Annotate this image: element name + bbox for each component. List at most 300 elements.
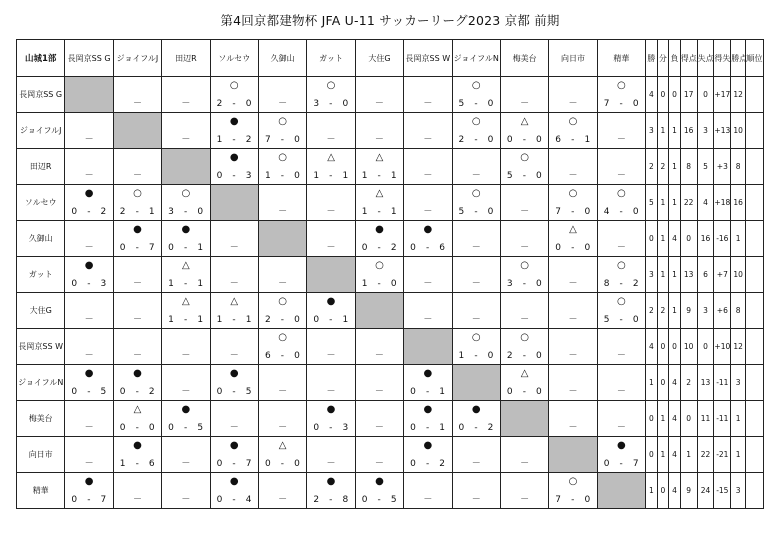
match-result-cell xyxy=(355,221,403,257)
unplayed-dash: － xyxy=(278,423,288,433)
stat-wins: 1 xyxy=(646,365,658,401)
stat-draws: 1 xyxy=(657,113,669,149)
match-score: 0 - 2 xyxy=(458,423,494,433)
unplayed-dash: － xyxy=(374,351,384,361)
loss-mark: ● xyxy=(133,440,142,451)
match-cell-unplayed xyxy=(258,185,306,221)
match-score: 0 - 2 xyxy=(71,207,107,217)
match-cell-unplayed xyxy=(549,401,597,437)
stat-points: 3 xyxy=(731,473,746,509)
stat-goals-for: 9 xyxy=(680,293,697,329)
unplayed-dash: － xyxy=(181,99,191,109)
stat-goals-against: 22 xyxy=(697,437,714,473)
unplayed-dash: － xyxy=(423,315,433,325)
draw-mark: △ xyxy=(569,224,577,235)
unplayed-dash: － xyxy=(84,171,94,181)
draw-mark: △ xyxy=(230,296,239,307)
win-mark: ○ xyxy=(568,116,578,127)
self-match-cell xyxy=(500,401,548,437)
self-match-cell xyxy=(307,257,355,293)
unplayed-dash: － xyxy=(471,315,481,325)
unplayed-dash: － xyxy=(374,387,384,397)
stat-goals-against: 3 xyxy=(697,113,714,149)
match-result-cell xyxy=(404,401,452,437)
match-cell-unplayed xyxy=(307,437,355,473)
match-result-cell xyxy=(307,401,355,437)
match-score: 2 - 0 xyxy=(506,351,543,361)
stat-points: 1 xyxy=(731,437,746,473)
match-result-cell xyxy=(258,113,306,149)
stat-goals-against: 0 xyxy=(697,77,714,113)
self-match-cell xyxy=(355,293,403,329)
stat-draws: 2 xyxy=(657,293,669,329)
stat-draws: 0 xyxy=(657,77,669,113)
unplayed-dash: － xyxy=(616,423,626,433)
match-cell-unplayed xyxy=(597,329,645,365)
win-mark: ○ xyxy=(471,116,481,127)
stat-goal-difference: +3 xyxy=(714,149,731,185)
match-cell-unplayed xyxy=(307,329,355,365)
match-cell-unplayed xyxy=(258,401,306,437)
loss-mark: ● xyxy=(229,152,239,163)
match-score: 2 - 1 xyxy=(119,207,156,217)
match-score: 0 - 2 xyxy=(119,387,156,397)
loss-mark: ● xyxy=(423,368,433,379)
match-result-cell xyxy=(162,401,210,437)
match-cell-unplayed xyxy=(404,113,452,149)
match-result-cell xyxy=(549,473,597,509)
draw-mark: △ xyxy=(520,116,529,127)
stat-losses: 1 xyxy=(669,185,681,221)
unplayed-dash: － xyxy=(229,423,239,433)
match-score: 2 - 0 xyxy=(264,315,301,325)
match-score: 1 - 1 xyxy=(361,207,398,217)
match-cell-unplayed xyxy=(65,113,113,149)
win-mark: ○ xyxy=(471,332,481,343)
unplayed-dash: － xyxy=(278,99,288,109)
stat-rank xyxy=(745,149,763,185)
row-team-name: 精華 xyxy=(17,473,65,509)
unplayed-dash: － xyxy=(471,279,481,289)
stat-losses: 1 xyxy=(669,293,681,329)
unplayed-dash: － xyxy=(84,315,94,325)
stat-draws: 1 xyxy=(657,401,669,437)
match-cell-unplayed xyxy=(162,365,210,401)
league-division-label: 山城1部 xyxy=(17,40,65,77)
match-cell-unplayed xyxy=(355,365,403,401)
stat-points: 12 xyxy=(731,329,746,365)
unplayed-dash: － xyxy=(374,459,384,469)
stat-points: 16 xyxy=(731,185,746,221)
unplayed-dash: － xyxy=(520,459,530,469)
stat-rank xyxy=(745,221,763,257)
team-row xyxy=(17,77,764,113)
match-score: 0 - 0 xyxy=(506,135,543,145)
match-cell-unplayed xyxy=(65,149,113,185)
stat-draws: 1 xyxy=(657,257,669,293)
stat-rank xyxy=(745,401,763,437)
match-result-cell xyxy=(65,185,113,221)
win-mark: ○ xyxy=(520,332,529,343)
row-team-name: 長岡京SS W xyxy=(17,329,65,365)
unplayed-dash: － xyxy=(132,351,142,361)
stat-draws: 1 xyxy=(657,437,669,473)
match-result-cell xyxy=(210,77,258,113)
stat-goal-difference: +10 xyxy=(714,329,731,365)
win-mark: ○ xyxy=(471,80,481,91)
match-cell-unplayed xyxy=(113,77,161,113)
match-cell-unplayed xyxy=(162,77,210,113)
match-score: 0 - 5 xyxy=(168,423,204,433)
unplayed-dash: － xyxy=(568,315,578,325)
row-team-name: 久御山 xyxy=(17,221,65,257)
match-score: 0 - 1 xyxy=(410,387,446,397)
stat-header-draws: 分 xyxy=(657,40,669,77)
match-cell-unplayed xyxy=(65,437,113,473)
stat-losses: 1 xyxy=(669,149,681,185)
match-result-cell xyxy=(210,365,258,401)
match-score: 0 - 3 xyxy=(216,171,252,181)
match-score: 3 - 0 xyxy=(506,279,543,289)
unplayed-dash: － xyxy=(568,351,578,361)
stat-rank xyxy=(745,185,763,221)
match-result-cell xyxy=(452,329,500,365)
unplayed-dash: － xyxy=(471,171,481,181)
win-mark: ○ xyxy=(568,476,578,487)
match-cell-unplayed xyxy=(210,329,258,365)
stat-goals-against: 3 xyxy=(697,293,714,329)
unplayed-dash: － xyxy=(181,351,191,361)
self-match-cell xyxy=(549,437,597,473)
row-team-name: 大住G xyxy=(17,293,65,329)
win-mark: ○ xyxy=(278,116,288,127)
stat-header-goal-difference: 得失 xyxy=(714,40,731,77)
stat-losses: 4 xyxy=(669,473,681,509)
match-score: 0 - 7 xyxy=(216,459,252,469)
match-result-cell xyxy=(113,221,161,257)
self-match-cell xyxy=(404,329,452,365)
match-score: 7 - 0 xyxy=(264,135,301,145)
unplayed-dash: － xyxy=(616,135,626,145)
match-score: 0 - 1 xyxy=(410,423,446,433)
stat-goal-difference: -11 xyxy=(714,365,731,401)
match-cell-unplayed xyxy=(549,77,597,113)
match-result-cell xyxy=(113,437,161,473)
unplayed-dash: － xyxy=(520,99,530,109)
unplayed-dash: － xyxy=(229,279,239,289)
stat-wins: 0 xyxy=(646,401,658,437)
match-cell-unplayed xyxy=(549,257,597,293)
unplayed-dash: － xyxy=(423,171,433,181)
draw-mark: △ xyxy=(327,152,335,163)
match-result-cell xyxy=(500,329,548,365)
unplayed-dash: － xyxy=(229,351,239,361)
match-cell-unplayed xyxy=(162,473,210,509)
draw-mark: △ xyxy=(182,296,190,307)
stat-goals-against: 24 xyxy=(697,473,714,509)
win-mark: ○ xyxy=(181,188,191,199)
win-mark: ○ xyxy=(520,260,529,271)
unplayed-dash: － xyxy=(374,135,384,145)
unplayed-dash: － xyxy=(423,135,433,145)
stat-rank xyxy=(745,293,763,329)
match-cell-unplayed xyxy=(162,329,210,365)
stat-header-rank: 順位 xyxy=(745,40,763,77)
stat-draws: 0 xyxy=(657,365,669,401)
stat-wins: 2 xyxy=(646,149,658,185)
match-cell-unplayed xyxy=(549,329,597,365)
unplayed-dash: － xyxy=(423,279,433,289)
stat-draws: 0 xyxy=(657,329,669,365)
win-mark: ○ xyxy=(520,152,529,163)
win-mark: ○ xyxy=(471,188,481,199)
stat-points: 8 xyxy=(731,293,746,329)
win-mark: ○ xyxy=(278,152,288,163)
stat-points: 12 xyxy=(731,77,746,113)
match-score: 5 - 0 xyxy=(506,171,543,181)
row-team-name: ガット xyxy=(17,257,65,293)
match-cell-unplayed xyxy=(597,401,645,437)
match-score: 0 - 7 xyxy=(71,495,107,505)
stat-goals-for: 13 xyxy=(680,257,697,293)
column-team-header: 精華 xyxy=(597,40,645,77)
match-result-cell xyxy=(452,113,500,149)
match-cell-unplayed xyxy=(597,221,645,257)
stat-losses: 0 xyxy=(669,329,681,365)
match-result-cell xyxy=(65,473,113,509)
match-score: 0 - 0 xyxy=(506,387,543,397)
loss-mark: ● xyxy=(423,404,433,415)
match-result-cell xyxy=(597,257,645,293)
loss-mark: ● xyxy=(471,404,481,415)
team-row xyxy=(17,113,764,149)
match-score: 3 - 0 xyxy=(168,207,204,217)
match-score: 1 - 6 xyxy=(119,459,156,469)
unplayed-dash: － xyxy=(326,243,336,253)
stat-rank xyxy=(745,77,763,113)
match-result-cell xyxy=(452,77,500,113)
column-team-header: ジョイフルN xyxy=(452,40,500,77)
self-match-cell xyxy=(452,365,500,401)
match-result-cell xyxy=(355,185,403,221)
team-row xyxy=(17,221,764,257)
stat-wins: 2 xyxy=(646,293,658,329)
match-score: 8 - 2 xyxy=(603,279,640,289)
stat-wins: 3 xyxy=(646,113,658,149)
stat-goals-for: 0 xyxy=(680,221,697,257)
match-result-cell xyxy=(307,293,355,329)
column-team-header: 久御山 xyxy=(258,40,306,77)
stat-goals-against: 0 xyxy=(697,329,714,365)
match-result-cell xyxy=(65,365,113,401)
match-result-cell xyxy=(404,365,452,401)
stat-goals-for: 2 xyxy=(680,365,697,401)
match-score: 0 - 5 xyxy=(216,387,252,397)
match-score: 7 - 0 xyxy=(555,207,591,217)
match-result-cell xyxy=(210,113,258,149)
match-result-cell xyxy=(500,113,548,149)
match-cell-unplayed xyxy=(307,221,355,257)
stat-goal-difference: +13 xyxy=(714,113,731,149)
unplayed-dash: － xyxy=(568,279,578,289)
loss-mark: ● xyxy=(326,476,336,487)
stat-rank xyxy=(745,437,763,473)
column-team-header: 長岡京SS G xyxy=(65,40,113,77)
match-cell-unplayed xyxy=(162,437,210,473)
league-table-body xyxy=(17,77,764,509)
match-result-cell xyxy=(549,221,597,257)
stat-goals-for: 1 xyxy=(680,437,697,473)
match-score: 3 - 0 xyxy=(313,99,349,109)
draw-mark: △ xyxy=(375,188,384,199)
row-team-name: ジョイフルJ xyxy=(17,113,65,149)
stat-wins: 0 xyxy=(646,221,658,257)
match-cell-unplayed xyxy=(258,473,306,509)
match-result-cell xyxy=(355,473,403,509)
stat-wins: 5 xyxy=(646,185,658,221)
match-result-cell xyxy=(355,149,403,185)
column-team-header: 大住G xyxy=(355,40,403,77)
stat-points: 3 xyxy=(731,365,746,401)
match-cell-unplayed xyxy=(113,329,161,365)
self-match-cell xyxy=(65,77,113,113)
match-cell-unplayed xyxy=(258,257,306,293)
loss-mark: ● xyxy=(229,476,239,487)
loss-mark: ● xyxy=(375,476,384,487)
unplayed-dash: － xyxy=(568,99,578,109)
unplayed-dash: － xyxy=(181,495,191,505)
match-cell-unplayed xyxy=(500,293,548,329)
unplayed-dash: － xyxy=(616,243,626,253)
unplayed-dash: － xyxy=(423,495,433,505)
row-team-name: 長岡京SS G xyxy=(17,77,65,113)
unplayed-dash: － xyxy=(374,99,384,109)
match-cell-unplayed xyxy=(597,149,645,185)
unplayed-dash: － xyxy=(84,135,94,145)
unplayed-dash: － xyxy=(132,315,142,325)
stat-rank xyxy=(745,473,763,509)
team-row xyxy=(17,473,764,509)
team-row xyxy=(17,257,764,293)
loss-mark: ● xyxy=(181,404,191,415)
unplayed-dash: － xyxy=(520,243,530,253)
unplayed-dash: － xyxy=(326,387,336,397)
match-score: 4 - 0 xyxy=(603,207,640,217)
stat-goals-against: 16 xyxy=(697,221,714,257)
match-cell-unplayed xyxy=(162,113,210,149)
self-match-cell xyxy=(258,221,306,257)
win-mark: ○ xyxy=(375,260,384,271)
match-result-cell xyxy=(162,293,210,329)
match-cell-unplayed xyxy=(404,473,452,509)
stat-goal-difference: -15 xyxy=(714,473,731,509)
stat-losses: 1 xyxy=(669,257,681,293)
row-team-name: 梅美台 xyxy=(17,401,65,437)
unplayed-dash: － xyxy=(520,207,530,217)
match-result-cell xyxy=(404,221,452,257)
match-score: 7 - 0 xyxy=(555,495,591,505)
row-team-name: 向日市 xyxy=(17,437,65,473)
stat-goal-difference: +6 xyxy=(714,293,731,329)
match-result-cell xyxy=(452,401,500,437)
column-team-header: ソルセウ xyxy=(210,40,258,77)
match-result-cell xyxy=(210,473,258,509)
stat-header-losses: 負 xyxy=(669,40,681,77)
match-cell-unplayed xyxy=(65,329,113,365)
loss-mark: ● xyxy=(229,116,239,127)
unplayed-dash: － xyxy=(568,171,578,181)
unplayed-dash: － xyxy=(84,459,94,469)
win-mark: ○ xyxy=(229,80,239,91)
match-score: 1 - 1 xyxy=(313,171,349,181)
match-cell-unplayed xyxy=(113,293,161,329)
match-cell-unplayed xyxy=(500,473,548,509)
match-cell-unplayed xyxy=(210,257,258,293)
unplayed-dash: － xyxy=(132,171,142,181)
match-cell-unplayed xyxy=(452,293,500,329)
stat-wins: 1 xyxy=(646,473,658,509)
match-result-cell xyxy=(597,437,645,473)
match-score: 1 - 0 xyxy=(361,279,398,289)
match-result-cell xyxy=(258,437,306,473)
draw-mark: △ xyxy=(182,260,190,271)
stat-goal-difference: -21 xyxy=(714,437,731,473)
match-result-cell xyxy=(113,185,161,221)
stat-points: 1 xyxy=(731,401,746,437)
unplayed-dash: － xyxy=(616,387,626,397)
match-score: 0 - 7 xyxy=(119,243,156,253)
unplayed-dash: － xyxy=(229,243,239,253)
match-score: 2 - 8 xyxy=(313,495,349,505)
loss-mark: ● xyxy=(84,260,94,271)
match-score: 0 - 2 xyxy=(361,243,398,253)
unplayed-dash: － xyxy=(278,387,288,397)
stat-header-goals-for: 得点 xyxy=(680,40,697,77)
unplayed-dash: － xyxy=(278,495,288,505)
loss-mark: ● xyxy=(181,224,191,235)
match-result-cell xyxy=(307,473,355,509)
match-score: 5 - 0 xyxy=(458,207,494,217)
match-result-cell xyxy=(113,365,161,401)
match-result-cell xyxy=(549,113,597,149)
match-result-cell xyxy=(307,149,355,185)
loss-mark: ● xyxy=(229,440,239,451)
match-result-cell xyxy=(307,77,355,113)
win-mark: ○ xyxy=(278,332,288,343)
match-cell-unplayed xyxy=(404,185,452,221)
stat-goals-against: 6 xyxy=(697,257,714,293)
win-mark: ○ xyxy=(278,296,288,307)
match-result-cell xyxy=(597,185,645,221)
self-match-cell xyxy=(210,185,258,221)
match-result-cell xyxy=(355,257,403,293)
unplayed-dash: － xyxy=(132,495,142,505)
unplayed-dash: － xyxy=(568,387,578,397)
match-cell-unplayed xyxy=(258,365,306,401)
column-team-header: ガット xyxy=(307,40,355,77)
match-result-cell xyxy=(162,257,210,293)
match-result-cell xyxy=(258,149,306,185)
unplayed-dash: － xyxy=(278,279,288,289)
stat-rank xyxy=(745,329,763,365)
match-score: 0 - 5 xyxy=(71,387,107,397)
stat-goals-against: 13 xyxy=(697,365,714,401)
loss-mark: ● xyxy=(84,188,94,199)
unplayed-dash: － xyxy=(616,171,626,181)
stat-losses: 1 xyxy=(669,113,681,149)
unplayed-dash: － xyxy=(132,99,142,109)
stat-header-goals-against: 失点 xyxy=(697,40,714,77)
